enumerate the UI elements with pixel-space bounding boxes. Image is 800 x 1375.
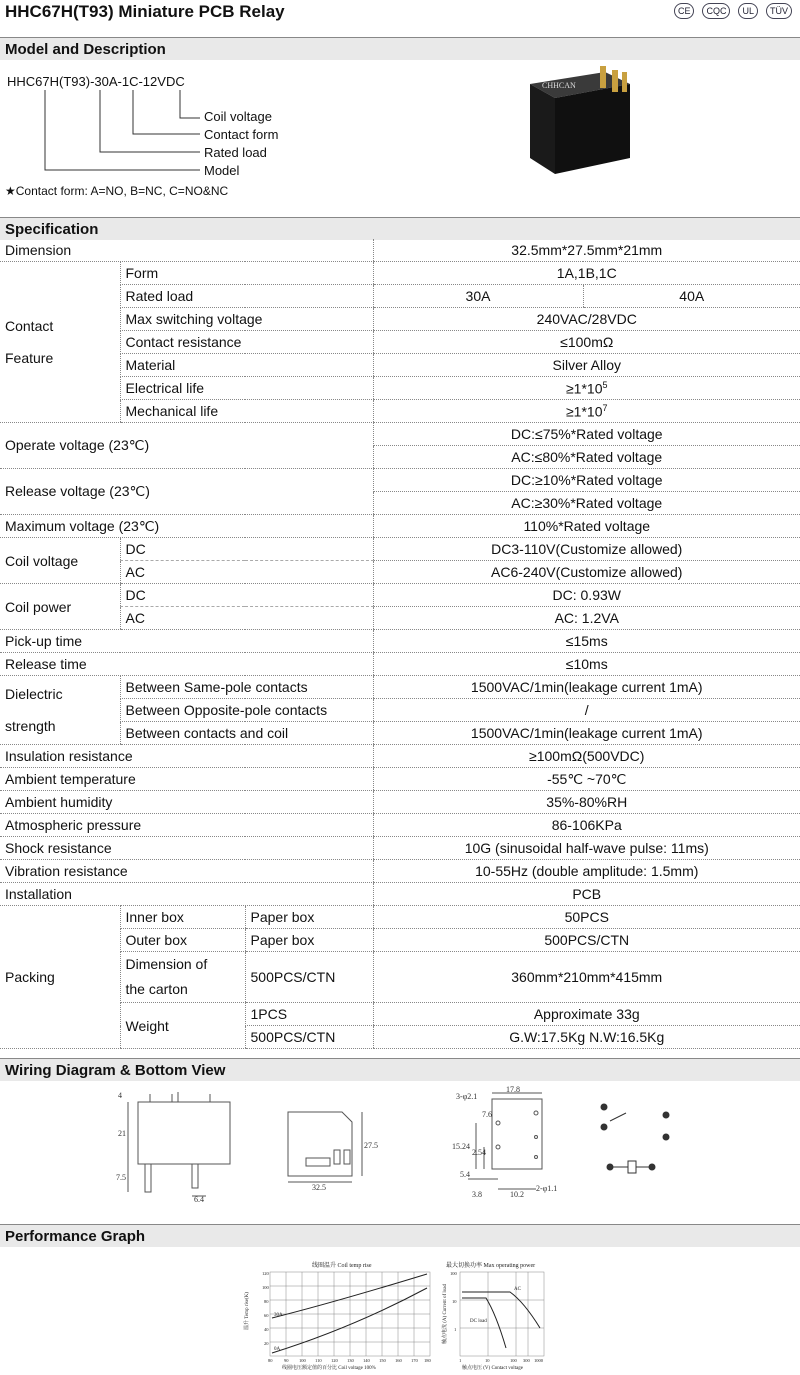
graph1-xtick: 110 (315, 1358, 322, 1363)
table-cell: DC:≥10%*Rated voltage (373, 469, 800, 492)
table-cell: Contact resistance (120, 331, 373, 354)
table-cell: ≤100mΩ (373, 331, 800, 354)
graph1-series-0a (272, 1288, 427, 1353)
table-cell: 110%*Rated voltage (373, 515, 800, 538)
table-cell: ≥100mΩ(500VDC) (373, 745, 800, 768)
section-wiring (0, 1058, 800, 1081)
table-row (0, 538, 800, 561)
table-cell: Material (120, 354, 373, 377)
table-cell: Mechanical life (120, 400, 373, 423)
table-cell: Silver Alloy (373, 354, 800, 377)
cqc-mark-icon: CQC (702, 3, 730, 19)
max-operating-power-graph (440, 1258, 550, 1370)
section-model-title: Model and Description (5, 41, 166, 58)
graph1-label-0a: 0A (274, 1347, 281, 1352)
section-perf-title: Performance Graph (5, 1228, 146, 1245)
table-cell: Rated load (120, 285, 373, 308)
graph1-xtick: 80 (268, 1358, 273, 1363)
table-cell: 10G (sinusoidal half-wave pulse: 11ms) (373, 837, 800, 860)
table-row (0, 791, 800, 814)
ce-mark-icon: CE (674, 3, 695, 19)
table-cell: 50PCS (373, 906, 800, 929)
graph2-ytick: 1 (454, 1327, 457, 1332)
table-cell: 1A,1B,1C (373, 262, 800, 285)
table-cell: Dimension (0, 239, 373, 262)
table-cell: Outer box (120, 929, 245, 952)
table-row (0, 814, 800, 837)
table-cell: DC:≤75%*Rated voltage (373, 423, 800, 446)
table-cell: Approximate 33g (373, 1003, 800, 1026)
dim-side-7-5: 7.5 (116, 1173, 126, 1182)
table-cell: Paper box (245, 906, 373, 929)
table-cell: DC: 0.93W (373, 584, 800, 607)
model-label-rated: Rated load (204, 145, 267, 160)
table-row (0, 285, 800, 308)
section-spec-title: Specification (5, 221, 99, 238)
table-cell: 35%-80%RH (373, 791, 800, 814)
table-row (0, 354, 800, 377)
table-cell: Between contacts and coil (120, 722, 373, 745)
table-cell: ≤10ms (373, 653, 800, 676)
graph1-ytick: 100 (262, 1285, 269, 1290)
graph1-ylabel: 温升 Temp rise(K) (245, 1292, 250, 1330)
dim-side-6-4: 6.4 (194, 1195, 204, 1203)
graph1-xtick: 100 (299, 1358, 306, 1363)
model-label-coil: Coil voltage (204, 109, 272, 124)
svg-text:CHHCAN: CHHCAN (542, 81, 576, 90)
table-cell: 1PCS (245, 1003, 373, 1026)
page-title: HHC67H(T93) Miniature PCB Relay (5, 2, 285, 21)
table-row (0, 331, 800, 354)
table-cell: Vibration resistance (0, 860, 373, 883)
graph2-xtick: 1 (459, 1358, 462, 1363)
table-cell: AC (120, 561, 373, 584)
table-row (0, 423, 800, 446)
table-cell: Paper box (245, 929, 373, 952)
section-wiring-title: Wiring Diagram & Bottom View (5, 1062, 226, 1079)
table-cell: G.W:17.5Kg N.W:16.5Kg (373, 1026, 800, 1049)
table-cell: 86-106KPa (373, 814, 800, 837)
dim-bottom-7-6: 7.6 (482, 1110, 492, 1119)
table-row (0, 929, 800, 952)
section-model (0, 37, 800, 60)
table-row (0, 722, 800, 745)
table-row (0, 630, 800, 653)
dim-bottom-holes2: 2-φ1.1 (536, 1184, 558, 1193)
table-row (0, 239, 800, 262)
table-cell: Between Opposite-pole contacts (120, 699, 373, 722)
table-cell: Electrical life (120, 377, 373, 400)
graph1-ytick: 20 (264, 1341, 269, 1346)
cert-logos (674, 3, 792, 19)
table-cell: Atmospheric pressure (0, 814, 373, 837)
table-cell: 500PCS/CTN (245, 1026, 373, 1049)
bottom-view-diagram (450, 1085, 580, 1203)
table-cell: ≤15ms (373, 630, 800, 653)
dim-bottom-5-4: 5.4 (460, 1170, 470, 1179)
table-row (0, 676, 800, 699)
graph1-xtick: 150 (379, 1358, 386, 1363)
table-cell: Form (120, 262, 373, 285)
section-spec (0, 217, 800, 240)
graph1-xtick: 120 (331, 1358, 338, 1363)
table-cell: AC:≥30%*Rated voltage (373, 492, 800, 515)
table-row (0, 768, 800, 791)
table-cell: Pick-up time (0, 630, 373, 653)
table-cell: Contact Feature (0, 262, 120, 423)
graph1-xtick: 90 (284, 1358, 289, 1363)
table-cell: DC (120, 584, 373, 607)
table-cell: AC:≤80%*Rated voltage (373, 446, 800, 469)
table-cell: Coil power (0, 584, 120, 630)
graph1-xtick: 170 (411, 1358, 418, 1363)
dim-bottom-15-24: 15.24 (452, 1142, 470, 1151)
graph2-label-dc: DC load (470, 1319, 487, 1324)
dim-bottom-holes1: 3-φ2.1 (456, 1092, 478, 1101)
table-cell: $\ge 1*10^7$ (373, 400, 800, 423)
table-cell: Ambient humidity (0, 791, 373, 814)
table-cell: Release time (0, 653, 373, 676)
table-cell: 500PCS/CTN (373, 929, 800, 952)
table-row (0, 561, 800, 584)
table-row (0, 906, 800, 929)
table-cell: AC6-240V(Customize allowed) (373, 561, 800, 584)
top-view-diagram (280, 1100, 390, 1192)
graph1-xtick: 180 (424, 1358, 431, 1363)
table-cell: AC: 1.2VA (373, 607, 800, 630)
table-cell: 1500VAC/1min(leakage current 1mA) (373, 722, 800, 745)
table-cell: Dimension of the carton (120, 952, 245, 1003)
section-perf (0, 1224, 800, 1247)
table-row (0, 745, 800, 768)
graph2-label-ac: AC (514, 1287, 521, 1292)
table-cell: Release voltage (23℃) (0, 469, 373, 515)
table-cell: Weight (120, 1003, 245, 1049)
table-cell: 1500VAC/1min(leakage current 1mA) (373, 676, 800, 699)
dim-side-21: 21 (118, 1129, 126, 1138)
dim-top-width: 32.5 (312, 1183, 326, 1192)
dim-bottom-3-8: 3.8 (472, 1190, 482, 1199)
graph1-ytick: 40 (264, 1327, 269, 1332)
graph1-xtick: 130 (347, 1358, 354, 1363)
graph1-xlabel: 线圈电压额定值的百分比 Coil voltage 100% (282, 1366, 376, 1370)
tuv-mark-icon: TÜV (766, 3, 792, 19)
table-row (0, 469, 800, 492)
graph2-xtick: 10 (485, 1358, 490, 1363)
table-row (0, 837, 800, 860)
table-row (0, 308, 800, 331)
dim-bottom-2-54: 2.54 (472, 1148, 486, 1157)
table-cell: Maximum voltage (23℃) (0, 515, 373, 538)
table-cell: PCB (373, 883, 800, 906)
table-row (0, 400, 800, 423)
table-cell: Packing (0, 906, 120, 1049)
table-cell: DC3-110V(Customize allowed) (373, 538, 800, 561)
table-row (0, 262, 800, 285)
table-cell: 32.5mm*27.5mm*21mm (373, 239, 800, 262)
table-row (0, 699, 800, 722)
table-cell: Coil voltage (0, 538, 120, 584)
graph2-ytick: 100 (450, 1271, 457, 1276)
table-cell: Dielectric strength (0, 676, 120, 745)
ul-mark-icon: UL (738, 3, 758, 19)
table-row (0, 584, 800, 607)
spec-table (0, 239, 800, 1049)
relay-photo (510, 62, 650, 182)
table-cell: Ambient temperature (0, 768, 373, 791)
table-row (0, 377, 800, 400)
table-cell: 240VAC/28VDC (373, 308, 800, 331)
table-cell: Insulation resistance (0, 745, 373, 768)
graph1-ytick: 120 (262, 1271, 269, 1276)
model-code: HHC67H(T93)-30A-1C-12VDC (7, 74, 185, 89)
table-cell: DC (120, 538, 373, 561)
table-row (0, 607, 800, 630)
graph2-title: 最大切换功率 Max operating power (446, 1263, 536, 1269)
table-cell: 500PCS/CTN (245, 952, 373, 1003)
table-row (0, 1003, 800, 1026)
graph1-xtick: 140 (363, 1358, 370, 1363)
graph1-series-30a (272, 1274, 427, 1318)
table-cell: 360mm*210mm*415mm (373, 952, 800, 1003)
graph2-ytick: 10 (452, 1299, 457, 1304)
graph2-ylabel: 触点电流 (A) Current of load (443, 1284, 448, 1344)
table-cell: Inner box (120, 906, 245, 929)
dim-bottom-width: 17.8 (506, 1085, 520, 1094)
graph2-xlabel: 触点电压 (V) Contact voltage (462, 1366, 523, 1370)
graph1-title: 线圈温升 Coil temp rise (312, 1263, 372, 1269)
graph1-label-30a: 30A (274, 1313, 283, 1318)
table-row (0, 653, 800, 676)
coil-temp-rise-graph (242, 1258, 437, 1370)
table-cell: 30A (373, 285, 583, 308)
table-cell: Between Same-pole contacts (120, 676, 373, 699)
table-cell: $\ge 1*10^5$ (373, 377, 800, 400)
dim-top-height: 27.5 (364, 1141, 378, 1150)
graph2-xtick: 1000 (534, 1358, 543, 1363)
graph1-ytick: 80 (264, 1299, 269, 1304)
wiring-schematic-diagram (590, 1095, 680, 1185)
table-cell: 40A (583, 285, 800, 308)
table-cell: Installation (0, 883, 373, 906)
table-cell: Max switching voltage (120, 308, 373, 331)
table-cell: Operate voltage (23℃) (0, 423, 373, 469)
table-row (0, 860, 800, 883)
table-cell: / (373, 699, 800, 722)
table-cell: AC (120, 607, 373, 630)
table-cell: 10-55Hz (double amplitude: 1.5mm) (373, 860, 800, 883)
table-cell: -55℃ ~70℃ (373, 768, 800, 791)
graph2-xtick: 300 (523, 1358, 530, 1363)
dim-side-4: 4 (118, 1091, 122, 1100)
side-view-diagram (110, 1088, 245, 1203)
dim-bottom-10-2: 10.2 (510, 1190, 524, 1199)
table-row (0, 883, 800, 906)
graph1-ytick: 60 (264, 1313, 269, 1318)
graph1-xtick: 160 (395, 1358, 402, 1363)
model-label-contact: Contact form (204, 127, 279, 142)
table-cell: Shock resistance (0, 837, 373, 860)
table-row (0, 515, 800, 538)
graph2-xtick: 100 (510, 1358, 517, 1363)
model-label-model: Model (204, 163, 240, 178)
contact-form-note: ★Contact form: A=NO, B=NC, C=NO&NC (5, 184, 229, 198)
